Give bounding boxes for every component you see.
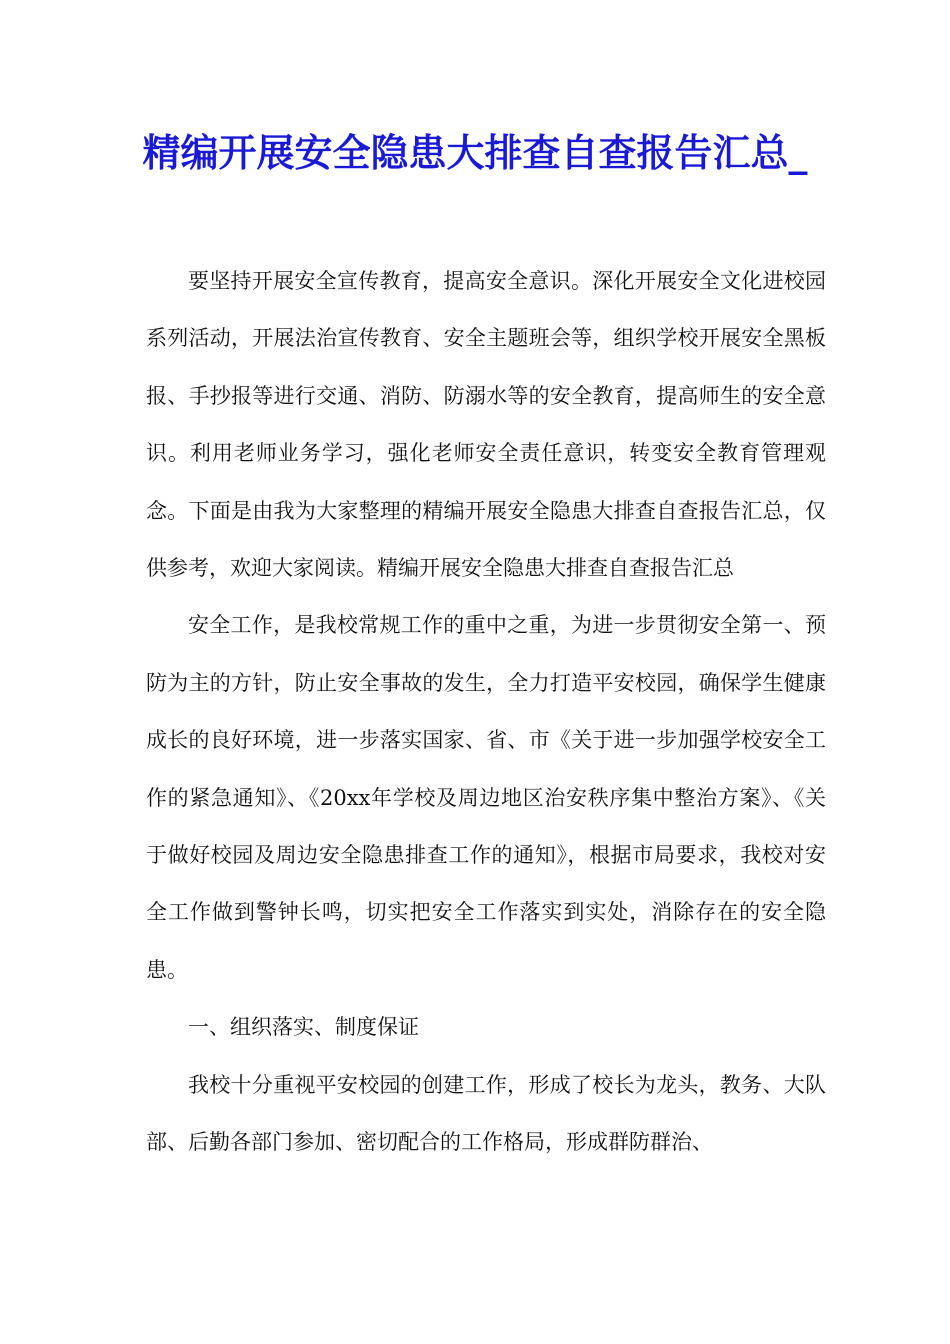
paragraph-intro: 要坚持开展安全宣传教育，提高安全意识。深化开展安全文化进校园系列活动，开展法治宣传教育、安全主题班会等，组织学校开展安全黑板报、手抄报等进行交通、消防、防溺水等的安全教育，提高师生的安全意识。利用老师业务学习，强化老师安全责任意识，转变安全教育管理观念。下面是由我为大家整理的精编开展安全隐患大排查自查报告汇总，仅供参考，欢迎大家阅读。精编开展安全隐患大排查自查报告汇总 [146, 269, 826, 581]
paragraph-safety-work: 安全工作，是我校常规工作的重中之重，为进一步贯彻安全第一、预防为主的方针，防止安全事故的发生，全力打造平安校园，确保学生健康成长的良好环境，进一步落实国家、省、市《关于进一步加强学校安全工作的紧急通知》、《20xx年学校及周边地区治安秩序集中整治方案》、《关于做好校园及周边安全隐患排查工作的通知》，根据市局要求，我校对安全工作做到警钟长鸣，切实把安全工作落实到实处，消除存在的安全隐患。 [146, 613, 826, 982]
paragraph-organization: 我校十分重视平安校园的创建工作，形成了校长为龙头，教务、大队部、后勤各部门参加、密切配合的工作格局，形成群防群治、 [146, 1072, 826, 1155]
section-heading-organization: 一、组织落实、制度保证 [188, 1015, 419, 1040]
document-title: 精编开展安全隐患大排查自查报告汇总_ [142, 130, 808, 175]
document-body [146, 253, 826, 1172]
